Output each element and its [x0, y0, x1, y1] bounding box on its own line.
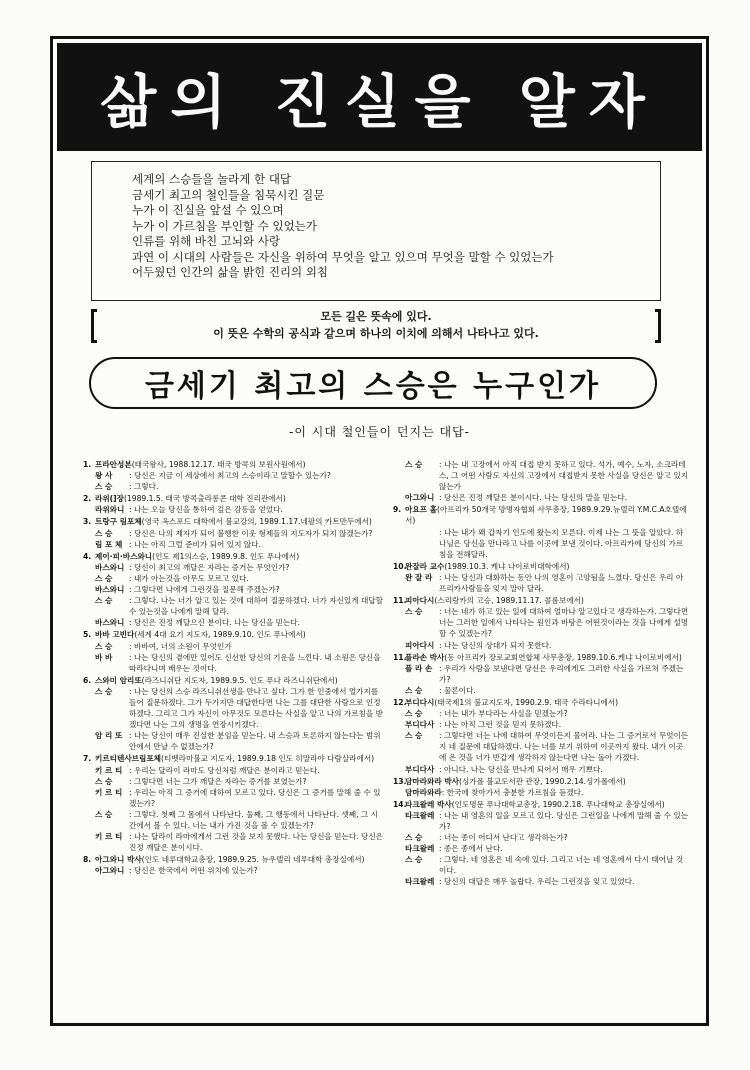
- right-column: [393, 459, 689, 889]
- entry-name: 키르티텐사브림포체: [95, 754, 162, 764]
- entry-number: 5.: [83, 630, 92, 640]
- dialogue-entry: [393, 697, 689, 775]
- dialogue-text: : 나는 당신의 곁에만 있어도 신선한 당신의 기운을 느낀다. 내 소원은 당신을 따라다니며 배우는 것이다.: [129, 652, 381, 673]
- entry-number: 3.: [83, 517, 92, 527]
- entry-name: 라위(]장: [95, 494, 124, 504]
- dialogue-line: [83, 641, 383, 652]
- dialogue-text: : 나는 아직 그럴 준비가 되어 있지 않다.: [129, 539, 261, 549]
- entry-heading: [83, 459, 383, 470]
- dialogue-line: [393, 527, 689, 560]
- speaker-label: 스 승: [95, 528, 113, 538]
- dialogue-line: [393, 606, 689, 639]
- speaker-label: 왕 사: [95, 471, 113, 481]
- intro-line: 누가 이 진실을 앞설 수 있으며: [132, 203, 284, 217]
- subtitle: -이 시대 철인들이 던지는 대답-: [288, 425, 471, 439]
- entry-number: 12.: [393, 697, 407, 707]
- dialogue-text: : 바바여, 너의 소원이 무엇인가: [129, 641, 232, 651]
- dialogue-text: : 너는 내가 부다라는 사실을 믿겠는가?: [439, 709, 568, 719]
- speaker-label: 담마라와라: [405, 787, 442, 797]
- entry-number: 4.: [83, 551, 92, 561]
- entry-name: 아그와니 박사: [95, 855, 142, 865]
- dialogue-text: : 나는 당신의 스승 라즈니쉬선생을 만나고 싶다. 그가 한 인중에서 얼가지를 들어 질문하겠다. 그가 두가지만 대답한다면 나는 그를 대단한 사람으로 인정하겠다. 그리고 그가 자신이 아무것도 모른다는 사실을 알고 나의 가르침을 받겠다면 나는 그의 생명을 연장시키겠다.: [129, 686, 383, 730]
- dialogue-entry: [393, 799, 689, 888]
- dialogue-text: : 당신은 진정 깨달은 분이시다. 나는 당신의 말을 믿는다.: [439, 493, 628, 503]
- entry-source: (싱가폴 불교도서관 관장, 1990.2.14.싱가폴에서): [459, 776, 626, 786]
- dialogue-line: [393, 640, 689, 651]
- intro-line: 어두웠던 인간의 삶을 밝힌 진리의 외침: [132, 265, 329, 279]
- intro-line: 인류를 위해 바친 고뇌와 사랑: [132, 234, 280, 248]
- intro-line: 누가 이 가르침을 부인할 수 있었는가: [132, 218, 317, 233]
- dialogue-text: : 우리는 달라이 라마도 당신처럼 깨달은 분이라고 믿는다.: [129, 765, 320, 775]
- entry-heading: [393, 595, 689, 606]
- dialogue-line: [83, 595, 383, 617]
- speaker-label: 스 승: [95, 809, 113, 819]
- entry-number: 9.: [393, 505, 402, 515]
- entry-number: 10.: [393, 561, 407, 571]
- dialogue-line: [83, 765, 383, 776]
- dialogue-line: [393, 708, 689, 719]
- dialogue-text: : 당신은 진정 깨달으신 분이다. 나는 당신을 믿는다.: [129, 618, 300, 628]
- entry-name: 피아다시: [405, 596, 435, 606]
- speaker-label: 피아다시: [405, 640, 435, 650]
- document-page: [50, 36, 709, 1026]
- speaker-label: 바스와니: [95, 585, 125, 595]
- dialogue-line: [83, 809, 383, 831]
- dialogue-line: [393, 832, 689, 843]
- speaker-label: 바스와니: [95, 618, 125, 628]
- entry-heading: [393, 799, 689, 810]
- entry-source: (1989.1.5. 태국 방콕출라롱콘 대학 진리관에서): [123, 494, 286, 504]
- dialogue-text: : 너는 종이 어디서 난다고 생각하는가?: [439, 833, 568, 843]
- dialogue-line: [83, 562, 383, 573]
- dialogue-line: [393, 810, 689, 832]
- dialogue-entry: [393, 504, 689, 559]
- entry-heading: [83, 629, 383, 640]
- dialogue-line: [83, 787, 383, 809]
- dialogue-line: [393, 719, 689, 730]
- speaker-label: 스 승: [95, 482, 113, 492]
- entry-number: 2.: [83, 494, 92, 504]
- dialogue-text: : 그렇다. 나는 너가 알고 있는 것에 대하여 질문하겠다. 너가 자신있게 대답할 수 있는것을 나에게 말해 달라.: [129, 596, 384, 617]
- dialogue-entry: [83, 459, 383, 492]
- speaker-label: 아그와니: [95, 866, 125, 876]
- entry-source: (영국 옥스포드 대학에서 불교강의, 1989.1.17.네팔의 카트만두에서): [141, 517, 372, 527]
- entry-heading: [393, 697, 689, 708]
- speaker-label: 스 승: [405, 731, 423, 741]
- entry-number: 11.: [393, 596, 407, 606]
- speaker-label: 바스와니: [95, 562, 125, 572]
- dialogue-text: : 당신이 최고의 깨달은 자라는 증거는 무엇인가?: [129, 562, 290, 572]
- speaker-label: 스 승: [95, 573, 113, 583]
- speaker-label: 스 승: [405, 685, 423, 695]
- dialogue-text: : 나는 내 고장에서 아직 대접 받지 못하고 있다. 석가, 예수, 노자, 소크라테스, 그 어떤 사람도 자신의 고장에서 대접받지 못한 사실을 당신은 알고 있지 않는가: [439, 460, 689, 492]
- entry-source: (스리랑카의 고승, 1989.11.17. 콜롬보에서): [434, 596, 584, 606]
- dialogue-text: : 당신은 한국에서 어떤 위치에 있는가?: [129, 866, 258, 876]
- entry-heading: [83, 493, 383, 504]
- entry-source: (세계 4대 요기 지도자, 1989.9.10. 인도 푸나에서): [134, 630, 306, 640]
- entry-source: (인도명문 푸나대학교총장, 1990.2.18. 푸나대학교 총장실에서): [451, 799, 665, 809]
- entry-number: 8.: [83, 855, 92, 865]
- entry-heading: [83, 551, 383, 562]
- entry-name: 트랑구 림포체: [95, 517, 142, 527]
- dialogue-entry: [83, 753, 383, 853]
- intro-line: 세계의 스승들을 놀라게 한 대답: [132, 172, 292, 186]
- speaker-label: 타크왈레: [405, 877, 435, 887]
- dialogue-entry: [83, 629, 383, 673]
- entry-source: (인도 제1의스승, 1989.9.8. 인도 푸나에서): [152, 551, 300, 561]
- speaker-label: 스 승: [95, 686, 113, 696]
- dialogue-entry: [393, 595, 689, 650]
- dialogue-line: [393, 685, 689, 696]
- entry-name: 스와미 암리또: [95, 675, 142, 685]
- entry-heading: [83, 516, 383, 527]
- dialogue-text: : 그렇다.: [129, 482, 159, 492]
- dialogue-line: [83, 481, 383, 492]
- dialogue-entry: [393, 652, 689, 696]
- dialogue-text: : 우리는 아직 그 증거에 대하여 모르고 있다. 당신은 그 증거를 말해 줄 수 있겠는가?: [129, 787, 381, 808]
- entry-source: (인도 네루대학교총장, 1989.9.25. 뉴우델리 네루대학 총장실에서): [141, 855, 365, 865]
- speaker-label: 부디다사: [405, 720, 435, 730]
- title-banner: 삶의 진실을 알자: [57, 43, 702, 151]
- dialogue-entry: [83, 493, 383, 515]
- intro-line: 과연 이 시대의 사람들은 자신을 위하여 무엇을 알고 있으며 무엇을 말할 수 있었는가: [132, 249, 554, 264]
- entry-number: 1.: [83, 460, 92, 469]
- speaker-label: 스 승: [95, 776, 113, 786]
- entry-source: (1989.10.3. 케냐 나이로비대학에서): [444, 561, 570, 571]
- entry-name: 프라안성본: [95, 460, 132, 469]
- entry-number: 7.: [83, 754, 92, 764]
- dialogue-entry: [393, 561, 689, 594]
- dialogue-line: [393, 854, 689, 876]
- dialogue-text: : 그렇다면 나에게 그런것을 질문해 주겠는가?: [129, 585, 280, 595]
- speaker-label: 스 승: [95, 596, 113, 606]
- speaker-label: 스 승: [405, 833, 423, 843]
- speaker-label: 플 라 손: [405, 663, 433, 673]
- speaker-label: 스 승: [405, 607, 423, 617]
- speaker-label: 스 승: [405, 460, 423, 469]
- dialogue-line: [393, 492, 689, 503]
- entry-source: (아프리카 50개국 망명자협회 사무총장, 1989.9.29.뉴델리 Y.M.C.A호텔에서): [405, 505, 687, 526]
- dialogue-text: : 그렇다면 너는 나에 대하여 무엇이든지 물어라. 나는 그 증거로서 무엇이든지 네 질문에 대답하겠다. 나는 너를 보기 위하여 이곳까지 왔다. 내가 이곳에 온 것을 너가 반갑게 생각하지 않는다면 나는 돌아 가겠다.: [439, 731, 689, 763]
- dialogue-text: : 나는 당신이 매우 진실한 분임을 믿는다. 내 스승과 토론하지 않는다는 범위안에서 만날 수 없겠는가?: [129, 731, 381, 752]
- entry-number: 6.: [83, 675, 92, 685]
- dialogue-entry: [83, 516, 383, 549]
- dialogue-line: [83, 617, 383, 628]
- entry-heading: [83, 753, 383, 764]
- speaker-label: 스 승: [405, 855, 423, 865]
- entry-source: (동 아프리카 장로교회연합체 사무총장, 1989.10.6.케냐 나이로비에서): [444, 652, 682, 662]
- dialogue-line: [393, 876, 689, 887]
- dialogue-text: : 종은 종에서 난다.: [439, 844, 503, 854]
- dialogue-entry: [393, 776, 689, 798]
- dialogue-line: [393, 787, 689, 798]
- intro-line: 금세기 최고의 철인들을 침묵시킨 질문: [132, 187, 325, 202]
- speaker-label: 부디다사: [405, 764, 435, 774]
- dialogue-line: [83, 470, 383, 481]
- dialogue-text: : 나는 내가 왜 갑자기 인도에 왔는지 모른다. 이제 나는 그 뜻을 알았다. 하나님은 당신을 만나라고 나를 이곳에 보낸 것이다. 아프리카에 당신의 가르침을 전해달라.: [439, 527, 684, 559]
- dialogue-line: [83, 831, 383, 853]
- left-column: [83, 459, 383, 877]
- dialogue-entry: [83, 854, 383, 876]
- speaker-label: 스 승: [405, 709, 423, 719]
- dialogue-line: [83, 539, 383, 550]
- dialogue-text: : 내가 아는것을 아무도 모르고 있다.: [129, 573, 249, 583]
- entry-source: (태국제1의 불교지도자, 1990.2.9. 태국 수라타니에서): [434, 697, 619, 707]
- entry-name: 타크왈레 박사: [405, 799, 452, 809]
- headline: 금세기 최고의 스승은 누구인가: [89, 357, 657, 409]
- dialogue-line: [83, 528, 383, 539]
- entry-heading: [83, 675, 383, 686]
- dialogue-line: [83, 652, 383, 674]
- speaker-label: 스 승: [95, 641, 113, 651]
- speaker-label: 암 리 또: [95, 731, 123, 741]
- entry-name: 담마라와라 박사: [405, 776, 459, 786]
- entry-heading: [393, 652, 689, 663]
- dialogue-text: : 당신은 지금 이 세상에서 최고의 스승이라고 말할수 있는가?: [129, 471, 331, 481]
- entry-heading: [393, 504, 689, 526]
- dialogue-text: : 나는 아직 그런 것을 믿지 못하겠다.: [439, 720, 562, 730]
- speaker-label: 키 르 티: [95, 787, 123, 797]
- speaker-label: 림 포 체: [95, 539, 123, 549]
- speaker-label: 키 르 티: [95, 765, 123, 775]
- speaker-label: [393, 527, 439, 560]
- dialogue-line: [83, 686, 383, 730]
- dialogue-text: : 당신의 대답은 매우 놀랍다. 우리는 그런것을 잊고 있었다.: [439, 877, 635, 887]
- motto-line-2: 이 뜻은 수학의 공식과 같으며 하나의 이치에 의해서 나타나고 있다.: [213, 327, 539, 340]
- dialogue-text: : 그렇다면 너는 그가 깨달은 자라는 증거를 보였는가?: [129, 776, 307, 786]
- entry-name: 아요프 홀: [405, 505, 437, 515]
- entry-name: 바바 고빈다: [95, 630, 135, 640]
- dialogue-entry: [83, 551, 383, 629]
- intro-box: [91, 161, 661, 301]
- dialogue-line: [393, 572, 689, 594]
- entry-name: 완잘라 교수: [405, 561, 445, 571]
- dialogue-line: [83, 504, 383, 515]
- entry-heading: [393, 776, 689, 787]
- dialogue-line: [83, 584, 383, 595]
- dialogue-text: : 나는 당신과 대화하는 동안 나의 영혼이 고양됨을 느꼈다. 당신은 우리 아프리카사람들을 잊지 말아 달라.: [439, 572, 684, 594]
- dialogue-line: [83, 776, 383, 787]
- entry-heading: [83, 854, 383, 865]
- entry-name: 플라손 박사: [405, 652, 445, 662]
- entry-number: 11.: [393, 652, 407, 662]
- entry-source: (태국왕사, 1988.12.17. 태국 방콕의 보원사원에서): [131, 460, 306, 469]
- speaker-label: 타크왈레: [405, 810, 435, 820]
- dialogue-line: [393, 764, 689, 775]
- entry-heading: [393, 561, 689, 572]
- dialogue-text: : 나는 내 영혼의 일을 모르고 있다. 당신은 그런일을 나에게 말해 줄 수 있는가?: [439, 810, 689, 831]
- dialogue-text: : 나는 당신의 상대가 되지 못한다.: [439, 640, 552, 650]
- speaker-label: 바 바: [95, 652, 113, 662]
- dialogue-line: [83, 865, 383, 876]
- dialogue-text: : 한국에 찾아가서 충분한 가르침을 듣겠다.: [441, 787, 584, 797]
- entry-source: (라즈니쉬단 지도자, 1989.9.5. 인도 푸나 라즈니쉬단에서): [141, 675, 338, 685]
- speaker-label: 라위와니: [95, 505, 125, 515]
- entry-name: 부디다시: [405, 697, 435, 707]
- dialogue-text: : 아니다. 나는 당신을 만나게 되어서 매우 기쁘다.: [439, 764, 603, 774]
- dialogue-line: [83, 730, 383, 752]
- dialogue-text: : 우리가 사람을 보낸다면 당신은 우리에게도 그러한 사실을 가르쳐 주겠는가?: [439, 663, 684, 684]
- motto-bracket: [91, 309, 661, 343]
- entry-number: 13.: [393, 776, 407, 786]
- dialogue-text: : 당신은 나의 제자가 되어 불행한 이웃 형제들의 지도자가 되지 않겠는가?: [129, 528, 373, 538]
- dialogue-text: : 나는 오늘 당신을 통하여 깊은 감동을 얻었다.: [129, 505, 283, 515]
- entry-number: 14.: [393, 799, 407, 809]
- dialogue-text: : 그렇다. 첫째 그 몸에서 나타난다. 둘째, 그 행동에서 나타난다. 셋째, 그 시간에서 볼 수 있다. 너는 내가 가진 것을 볼 수 있겠는가?: [129, 809, 378, 830]
- entry-source: (티벳라마불교 지도자, 1989.9.18 인도 히말라야 다람살라에서): [161, 754, 375, 764]
- speaker-label: 아그와니: [405, 493, 435, 503]
- dialogue-entry: [83, 675, 383, 753]
- speaker-label: 키 르 티: [95, 832, 123, 842]
- dialogue-text: : 물론이다.: [439, 685, 476, 695]
- dialogue-text: : 그렇다. 네 영혼은 네 속에 있다. 그리고 너는 네 영혼에서 다시 태어날 것이다.: [439, 855, 684, 876]
- dialogue-line: [393, 663, 689, 685]
- speaker-label: 타크왈레: [405, 844, 435, 854]
- dialogue-text: : 나는 달라이 라마에게서 그런 것을 보지 못했다. 나는 당신을 믿는다. 당신은 진정 깨달은 분이시다.: [129, 832, 384, 853]
- dialogue-line: [393, 730, 689, 763]
- motto-line-1: 모든 길은 뜻속에 있다.: [320, 310, 432, 323]
- entry-name: 제이·피·바스와니: [95, 551, 153, 561]
- dialogue-entry: [393, 459, 689, 503]
- dialogue-text: : 너는 네가 하고 있는 일에 대하여 얼마나 알고있다고 생각하는가. 그렇다면 너는 그러한 일에서 나타나는 원인과 바탕은 어떤것이라는 것을 나에게 설명 할 수 있겠는가?: [439, 607, 689, 639]
- dialogue-line: [393, 459, 689, 492]
- speaker-label: 완 잘 라: [405, 572, 433, 582]
- dialogue-line: [83, 573, 383, 584]
- dialogue-line: [393, 843, 689, 854]
